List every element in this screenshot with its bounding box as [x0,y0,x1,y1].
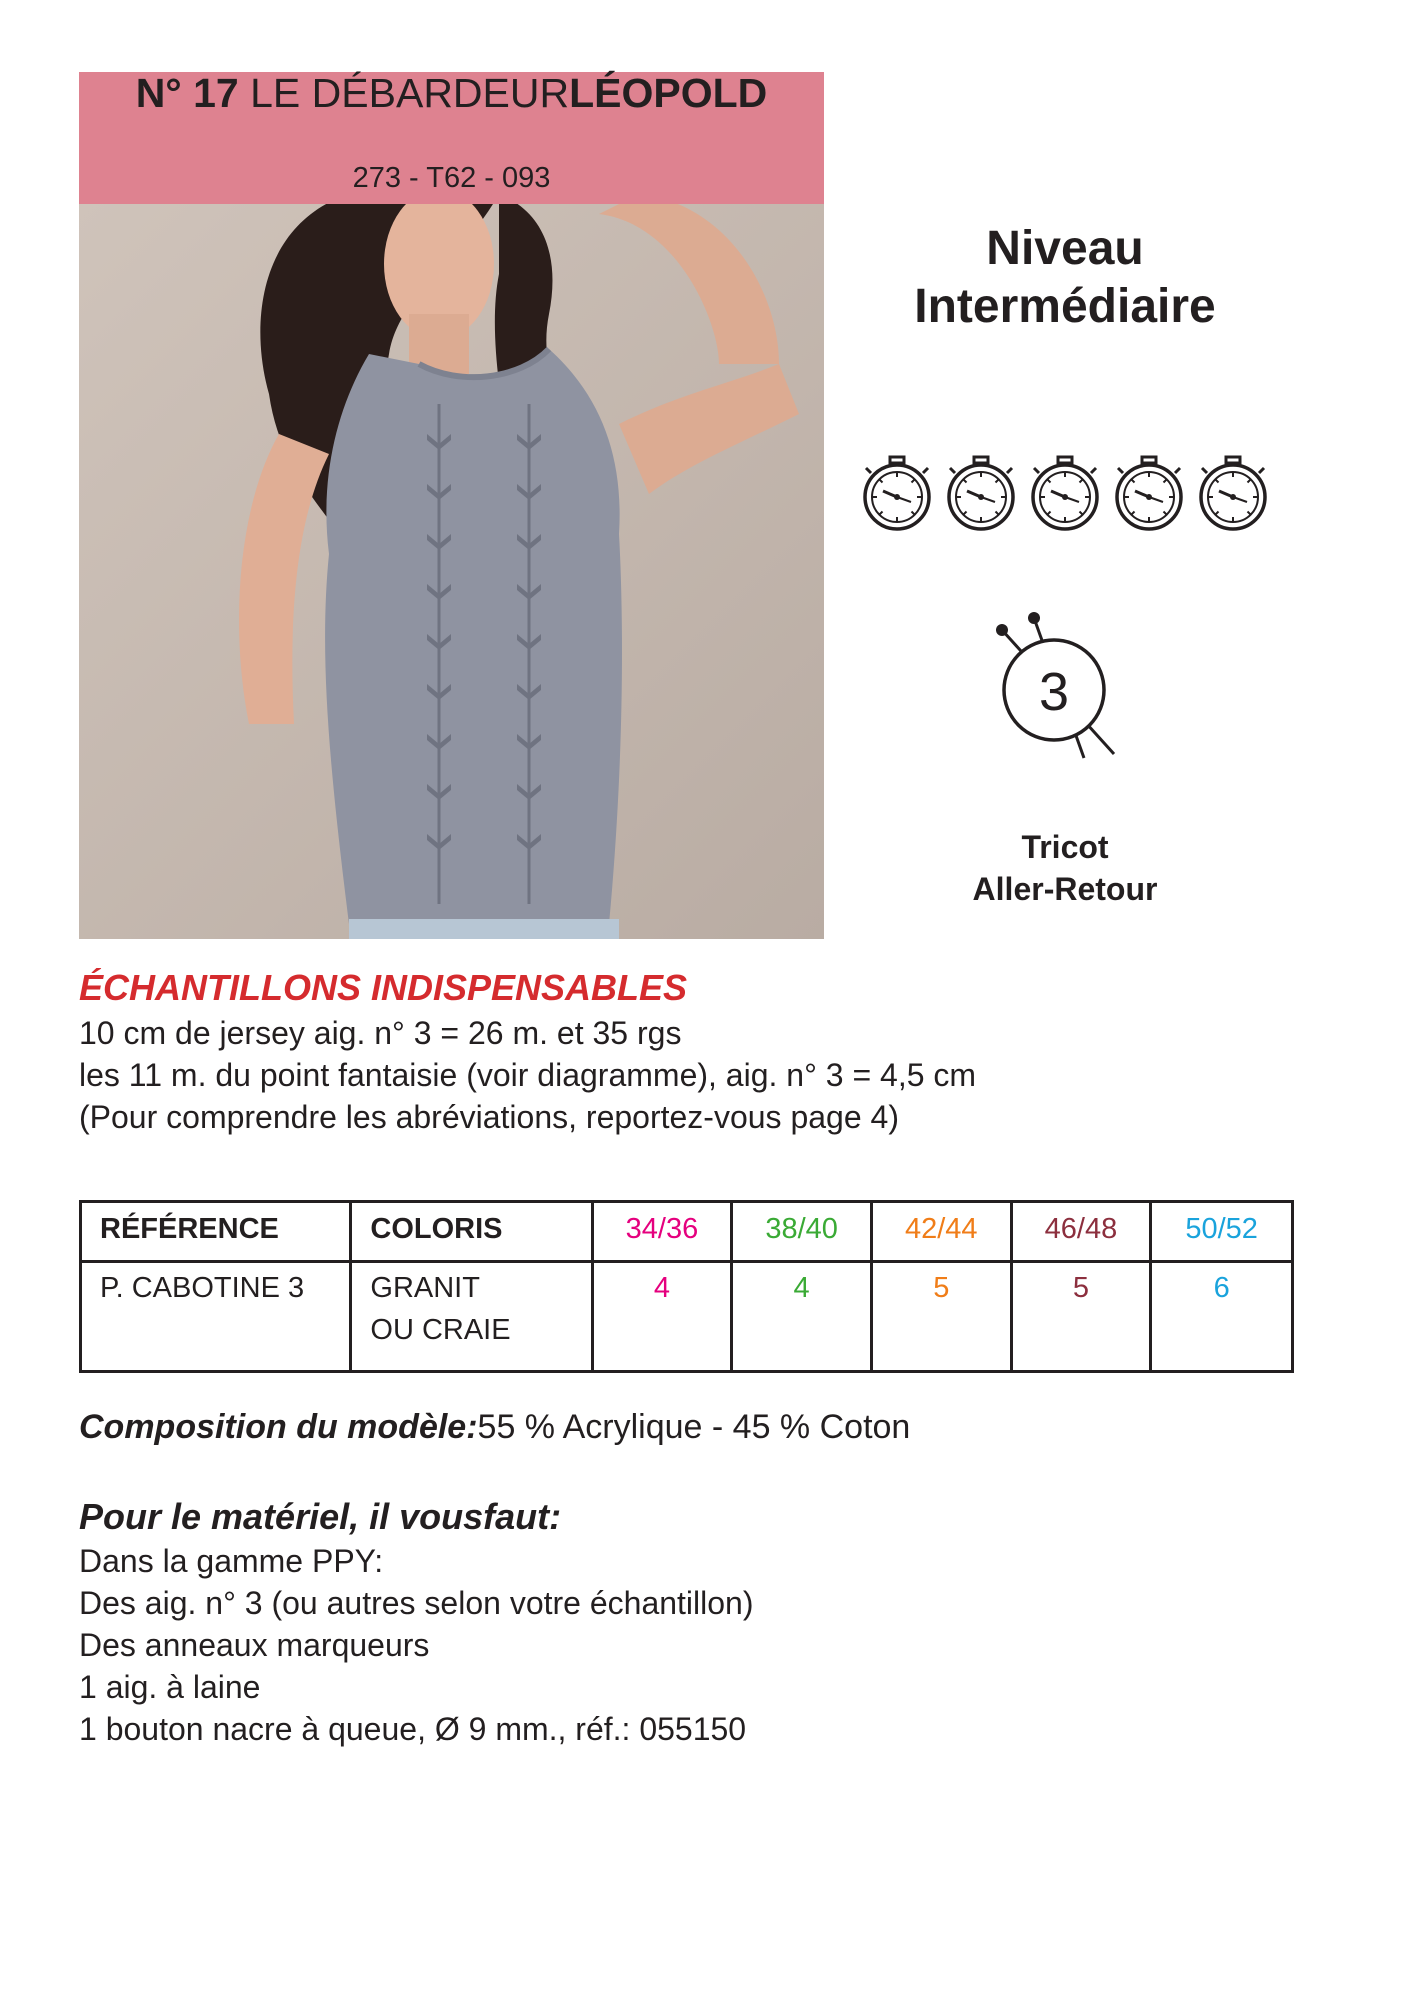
level-value: Intermédiaire [914,280,1216,333]
table-row [81,1262,1293,1372]
quantity-cell: 4 [732,1262,872,1372]
composition-value: 55 % Acrylique - 45 % Coton [477,1408,911,1446]
knitting-technique [900,826,1230,910]
header-size: 34/36 [592,1202,732,1262]
stopwatch-icon [1201,457,1265,529]
difficulty-level [880,220,1250,336]
material-line: 1 aig. à laine [79,1669,261,1705]
header-reference: RÉFÉRENCE [81,1202,351,1262]
samples-heading: ÉCHANTILLONS INDISPENSABLES [79,967,688,1008]
needle-size-value: 3 [1038,662,1070,722]
composition [79,1408,910,1447]
sample-line: les 11 m. du point fantaisie (voir diagramme), aig. n° 3 = 4,5 cm [79,1057,977,1093]
difficulty-rating [855,452,1275,537]
header-size: 38/40 [732,1202,872,1262]
model-photo-illustration [79,204,824,939]
title-prefix: LE DÉBARDEUR [250,70,570,116]
pattern-title [79,72,824,114]
header-colors: COLORIS [351,1202,592,1262]
model-photo [79,204,824,939]
material-line: Des aig. n° 3 (ou autres selon votre échantillon) [79,1585,754,1621]
color-option: OU CRAIE [370,1314,511,1346]
title-name: LÉOPOLD [569,70,768,116]
stopwatch-icon [949,457,1013,529]
stopwatch-icon [865,457,929,529]
header-size: 46/48 [1011,1202,1151,1262]
level-label: Niveau [986,222,1144,275]
yarn-colors [351,1262,592,1372]
quantity-cell: 5 [1011,1262,1151,1372]
material-line: Dans la gamme PPY: [79,1543,384,1579]
color-option: GRANIT [370,1272,480,1304]
yarn-table [79,1200,1294,1373]
material-line: Des anneaux marqueurs [79,1627,430,1663]
stopwatch-icon [1117,457,1181,529]
reference-code: 273 - T62 - 093 [352,162,551,194]
knitting-needles-icon [996,612,1126,762]
quantity-cell: 6 [1151,1262,1293,1372]
header-size: 42/44 [871,1202,1011,1262]
title-banner [79,72,824,204]
stopwatch-icon [1033,457,1097,529]
composition-label: Composition du modèle: [79,1408,478,1446]
sample-line: (Pour comprendre les abréviations, reportez-vous page 4) [79,1099,899,1135]
header-size: 50/52 [1151,1202,1293,1262]
technique-line2: Aller-Retour [972,871,1158,907]
yarn-reference: P. CABOTINE 3 [81,1262,351,1372]
quantity-cell: 4 [592,1262,732,1372]
material-line: 1 bouton nacre à queue, Ø 9 mm., réf.: 055150 [79,1711,747,1747]
technique-line1: Tricot [1021,829,1109,865]
sample-line: 10 cm de jersey aig. n° 3 = 26 m. et 35 rgs [79,1015,682,1051]
table-header-row [81,1202,1293,1262]
pattern-number: N° 17 [135,70,239,116]
material-heading: Pour le matériel, il vousfaut: [79,1496,562,1537]
quantity-cell: 5 [871,1262,1011,1372]
